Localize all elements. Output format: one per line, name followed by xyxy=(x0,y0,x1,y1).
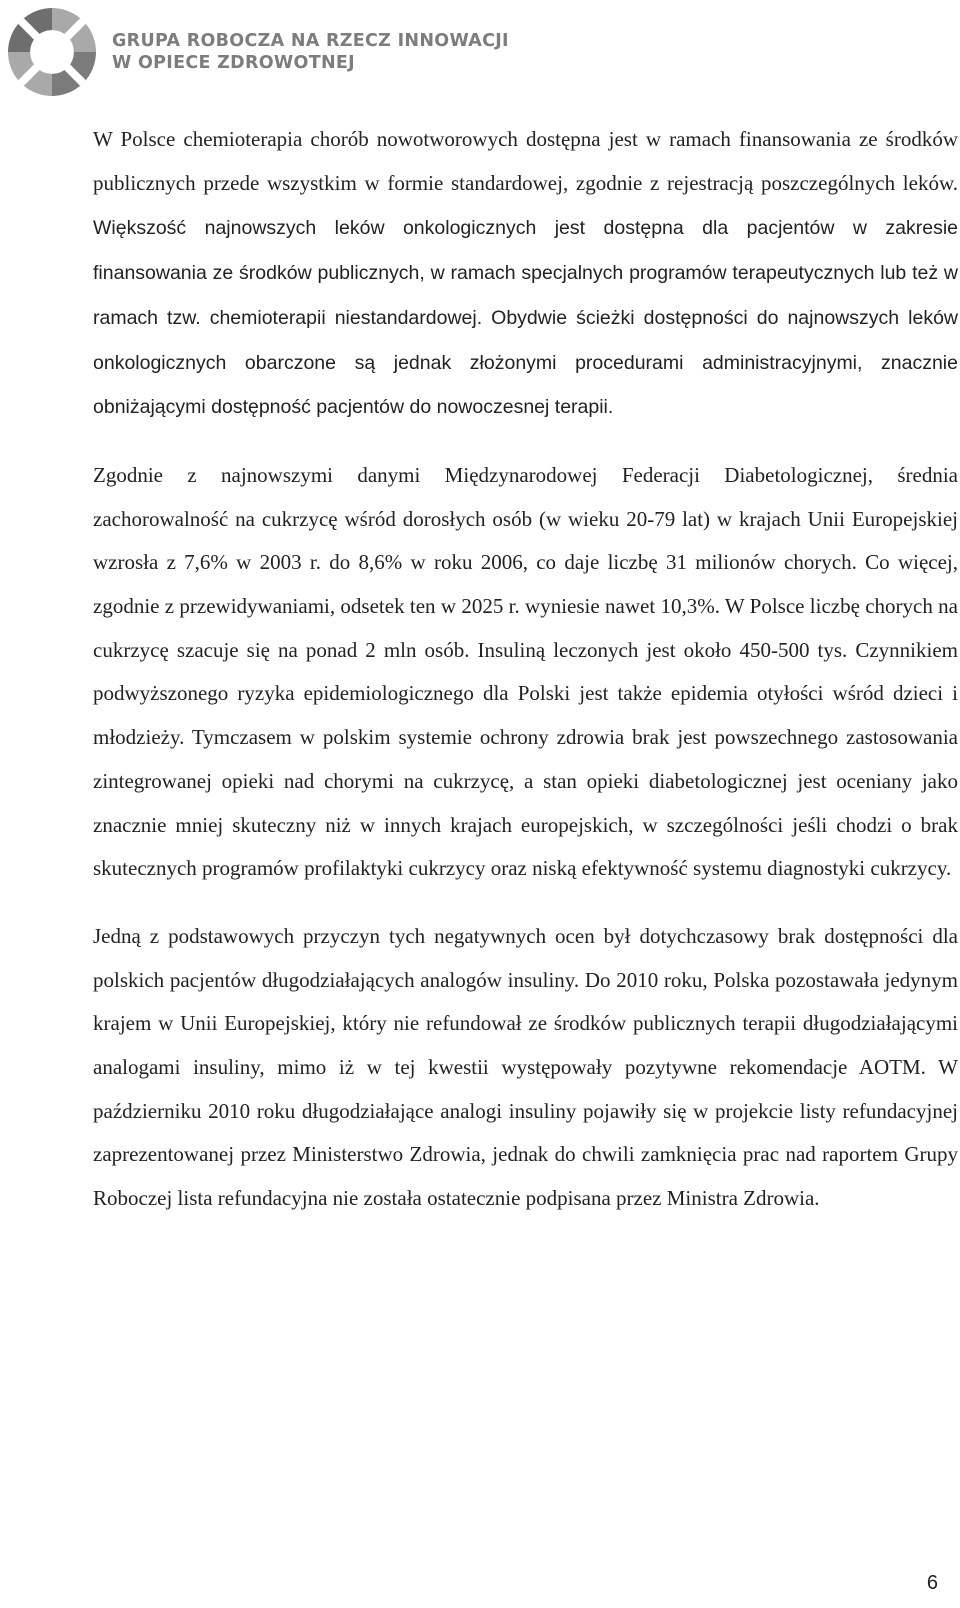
page-number: 6 xyxy=(926,1572,938,1594)
lifebuoy-logo-icon xyxy=(4,4,100,100)
organization-name-line-1: GRUPA ROBOCZA NA RZECZ INNOWACJI xyxy=(112,31,509,51)
paragraph-diabetes-epidemiology: Zgodnie z najnowszymi danymi Międzynarodowej Federacji Diabetologicznej, średnia zachorowalność na cukrzycę wśród dorosłych osób (w wieku 20-79 lat) w krajach Unii Europejskiej wzrosła z 7,6% w 2003 r. do 8,6% w roku 2006, co daje liczbę 31 milionów chorych. Co więcej, zgodnie z przewidywaniami, odsetek ten w 2025 r. wyniesie nawet 10,3%. W Polsce liczbę chorych na cukrzycę szacuje się na ponad 2 mln osób. Insuliną leczonych jest około 450-500 tys. Czynnikiem podwyższonego ryzyka epidemiologicznego dla Polski jest także epidemia otyłości wśród dzieci i młodzieży. Tymczasem w polskim systemie ochrony zdrowia brak jest powszechnego zastosowania zintegrowanej opieki nad chorymi na cukrzycę, a stan opieki diabetologicznej jest oceniany jako znacznie mniej skuteczny niż w innych krajach europejskich, w szczególności jeśli chodzi o brak skutecznych programów profilaktyki cukrzycy oraz niską efektywność systemu diagnostyki cukrzycy. xyxy=(93,462,958,881)
paragraph-oncology-part-1: W Polsce chemioterapia chorób nowotworowych dostępna jest w ramach finansowania ze środków publicznych przede wszystkim w formie standardowej, zgodnie z rejestracją poszczególnych leków. xyxy=(93,127,958,195)
page-header xyxy=(0,0,960,100)
paragraph-insulin-analogues: Jedną z podstawowych przyczyn tych negatywnych ocen był dotychczasowy brak dostępności dla polskich pacjentów długodziałających analogów insuliny. Do 2010 roku, Polska pozostawała jedynym krajem w Unii Europejskiej, który nie refundował ze środków publicznych terapii długodziałającymi analogami insuliny, mimo iż w tej kwestii występowały pozytywne rekomendacje AOTM. W październiku 2010 roku długodziałające analogi insuliny pojawiły się w projekcie listy refundacyjnej zaprezentowanej przez Ministerstwo Zdrowia, jednak do chwili zamknięcia prac nad raportem Grupy Roboczej lista refundacyjna nie została ostatecznie podpisana przez Ministra Zdrowia. xyxy=(93,923,958,1211)
paragraph-oncology xyxy=(93,118,958,430)
organization-name xyxy=(112,30,509,74)
document-body xyxy=(93,118,958,1245)
organization-name-line-2: W OPIECE ZDROWOTNEJ xyxy=(112,53,355,73)
paragraph-oncology-part-2: Większość najnowszych leków onkologicznych jest dostępna dla pacjentów w zakresie finansowania ze środków publicznych, w ramach specjalnych programów terapeutycznych lub też w ramach tzw. chemioterapii niestandardowej. Obydwie ścieżki dostępności do najnowszych leków onkologicznych obarczone są jednak złożonymi procedurami administracyjnymi, znacznie obniżającymi dostępność pacjentów do nowoczesnej terapii. xyxy=(93,217,958,419)
